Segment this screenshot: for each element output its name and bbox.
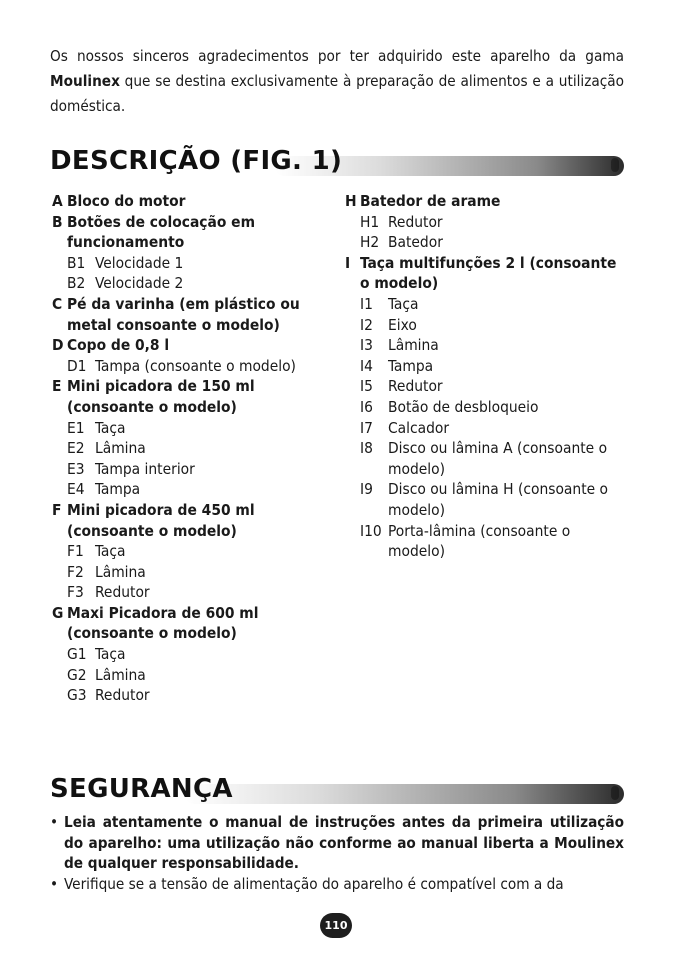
sub-component-desc: Tampa interior: [95, 459, 195, 478]
sub-component-desc: Taça: [95, 418, 126, 437]
sub-component-desc: Redutor: [95, 686, 150, 705]
sub-component-item: [52, 665, 327, 686]
sub-component-item: [345, 335, 625, 356]
safety-bullet-text: Verifique se a tensão de alimentação do aparelho é compatível com a da: [64, 874, 564, 893]
sub-component-desc: Velocidade 2: [95, 274, 184, 293]
sub-component-code: E2: [67, 439, 85, 458]
sub-component-desc: Disco ou lâmina A (consoante o modelo): [388, 439, 608, 478]
sub-component-code: E1: [67, 418, 85, 437]
sub-component-desc: Lâmina: [95, 439, 146, 458]
component-letter: C: [52, 294, 63, 313]
component-letter: A: [52, 192, 63, 210]
sub-component-item: [52, 582, 327, 603]
sub-component-item: [52, 438, 327, 459]
sub-component-item: [345, 376, 625, 397]
component-item: [52, 294, 327, 335]
safety-title: SEGURANÇA: [50, 774, 233, 804]
component-item: [52, 191, 327, 212]
sub-component-item: [345, 418, 625, 439]
sub-component-item: [345, 438, 625, 479]
component-item: [345, 191, 625, 212]
bullet-dot-icon: •: [50, 813, 59, 831]
sub-component-code: B1: [67, 253, 86, 272]
sub-component-item: [345, 521, 625, 562]
sub-component-item: [52, 541, 327, 562]
sub-component-code: I6: [360, 397, 373, 416]
sub-component-item: [52, 273, 327, 294]
sub-component-item: [345, 397, 625, 418]
sub-component-item: [345, 294, 625, 315]
component-letter: D: [52, 336, 64, 355]
component-letter: H: [345, 192, 357, 210]
sub-component-item: [52, 644, 327, 665]
sub-component-code: E4: [67, 480, 85, 499]
safety-bullet: [50, 812, 624, 874]
sub-component-code: G3: [67, 686, 87, 705]
sub-component-code: I8: [360, 439, 373, 458]
sub-component-desc: Disco ou lâmina H (consoante o modelo): [388, 480, 609, 519]
component-label: Maxi Picadora de 600 ml (consoante o modelo): [67, 603, 259, 643]
sub-component-item: [345, 212, 625, 233]
component-item: [345, 253, 625, 294]
sub-component-code: I10: [360, 521, 382, 540]
sub-component-code: I5: [360, 377, 373, 396]
component-item: [52, 500, 327, 541]
sub-component-desc: Tampa: [388, 356, 434, 375]
sub-component-desc: Redutor: [388, 377, 443, 396]
sub-component-desc: Taça: [388, 294, 419, 313]
component-letter: E: [52, 377, 62, 396]
safety-heading: [50, 774, 624, 814]
sub-component-code: F2: [67, 562, 84, 581]
component-label: Taça multifunções 2 l (consoante o modelo): [360, 253, 617, 293]
sub-component-desc: Tampa: [95, 480, 141, 499]
component-label: Pé da varinha (em plástico ou metal consoante o modelo): [67, 294, 300, 334]
sub-component-code: F3: [67, 583, 84, 602]
sub-component-item: [52, 253, 327, 274]
sub-component-code: G2: [67, 665, 87, 684]
description-right-column: [345, 191, 625, 562]
intro-paragraph: [50, 44, 624, 119]
safety-bullet-text: Leia atentamente o manual de instruções antes da primeira utilização do aparelho: uma utilização não conforme ao manual liberta a Moulinex de qualquer responsabilidade.: [64, 813, 624, 873]
component-label: Copo de 0,8 l: [67, 336, 170, 355]
sub-component-code: I4: [360, 356, 373, 375]
sub-component-item: [345, 315, 625, 336]
sub-component-item: [52, 356, 327, 377]
sub-component-desc: Redutor: [95, 583, 150, 602]
sub-component-desc: Taça: [95, 542, 126, 561]
sub-component-item: [345, 479, 625, 520]
safety-bullet-list: [50, 812, 624, 894]
component-item: [52, 212, 327, 253]
intro-brand: Moulinex: [50, 72, 120, 90]
sub-component-code: E3: [67, 459, 85, 478]
description-title: DESCRIÇÃO (FIG. 1): [50, 146, 343, 176]
component-item: [52, 376, 327, 417]
sub-component-item: [52, 685, 327, 706]
sub-component-code: I3: [360, 336, 373, 355]
component-label: Mini picadora de 450 ml (consoante o modelo): [67, 500, 255, 540]
description-left-column: [52, 191, 327, 706]
sub-component-item: [52, 562, 327, 583]
sub-component-code: I9: [360, 480, 373, 499]
component-letter: B: [52, 212, 63, 231]
sub-component-code: B2: [67, 274, 86, 293]
intro-text-before: Os nossos sinceros agradecimentos por ter adquirido este aparelho da gama: [50, 47, 624, 65]
sub-component-code: G1: [67, 645, 87, 664]
component-label: Batedor de arame: [360, 192, 501, 210]
sub-component-desc: Eixo: [388, 315, 417, 334]
sub-component-item: [345, 232, 625, 253]
sub-component-desc: Lâmina: [388, 336, 439, 355]
sub-component-item: [345, 356, 625, 377]
component-letter: F: [52, 500, 62, 519]
sub-component-desc: Batedor: [388, 233, 443, 252]
sub-component-desc: Taça: [95, 645, 126, 664]
sub-component-desc: Lâmina: [95, 665, 146, 684]
sub-component-code: F1: [67, 542, 84, 561]
sub-component-code: I2: [360, 315, 373, 334]
sub-component-desc: Calcador: [388, 418, 450, 437]
sub-component-code: I7: [360, 418, 373, 437]
bullet-dot-icon: •: [50, 874, 59, 893]
component-letter: I: [345, 253, 351, 272]
sub-component-item: [52, 459, 327, 480]
sub-component-item: [52, 418, 327, 439]
component-letter: G: [52, 603, 64, 622]
sub-component-item: [52, 479, 327, 500]
heading-bar-decoration: [185, 784, 624, 804]
intro-text-after: que se destina exclusivamente à preparação de alimentos e a utilização doméstica.: [50, 72, 624, 115]
safety-bullet: [50, 874, 624, 895]
description-heading: [50, 146, 624, 186]
component-item: [52, 335, 327, 356]
sub-component-desc: Tampa (consoante o modelo): [95, 356, 296, 375]
sub-component-desc: Lâmina: [95, 562, 146, 581]
component-label: Botões de colocação em funcionamento: [67, 212, 256, 252]
sub-component-code: I1: [360, 294, 373, 313]
sub-component-desc: Botão de desbloqueio: [388, 397, 539, 416]
sub-component-code: H2: [360, 233, 380, 252]
sub-component-code: D1: [67, 356, 87, 375]
sub-component-desc: Velocidade 1: [95, 253, 184, 272]
sub-component-desc: Porta-lâmina (consoante o modelo): [388, 521, 571, 561]
component-label: Bloco do motor: [67, 192, 186, 210]
component-label: Mini picadora de 150 ml (consoante o modelo): [67, 377, 255, 416]
sub-component-code: H1: [360, 212, 380, 231]
page-number: 110: [320, 913, 352, 938]
component-item: [52, 603, 327, 644]
sub-component-desc: Redutor: [388, 212, 443, 231]
